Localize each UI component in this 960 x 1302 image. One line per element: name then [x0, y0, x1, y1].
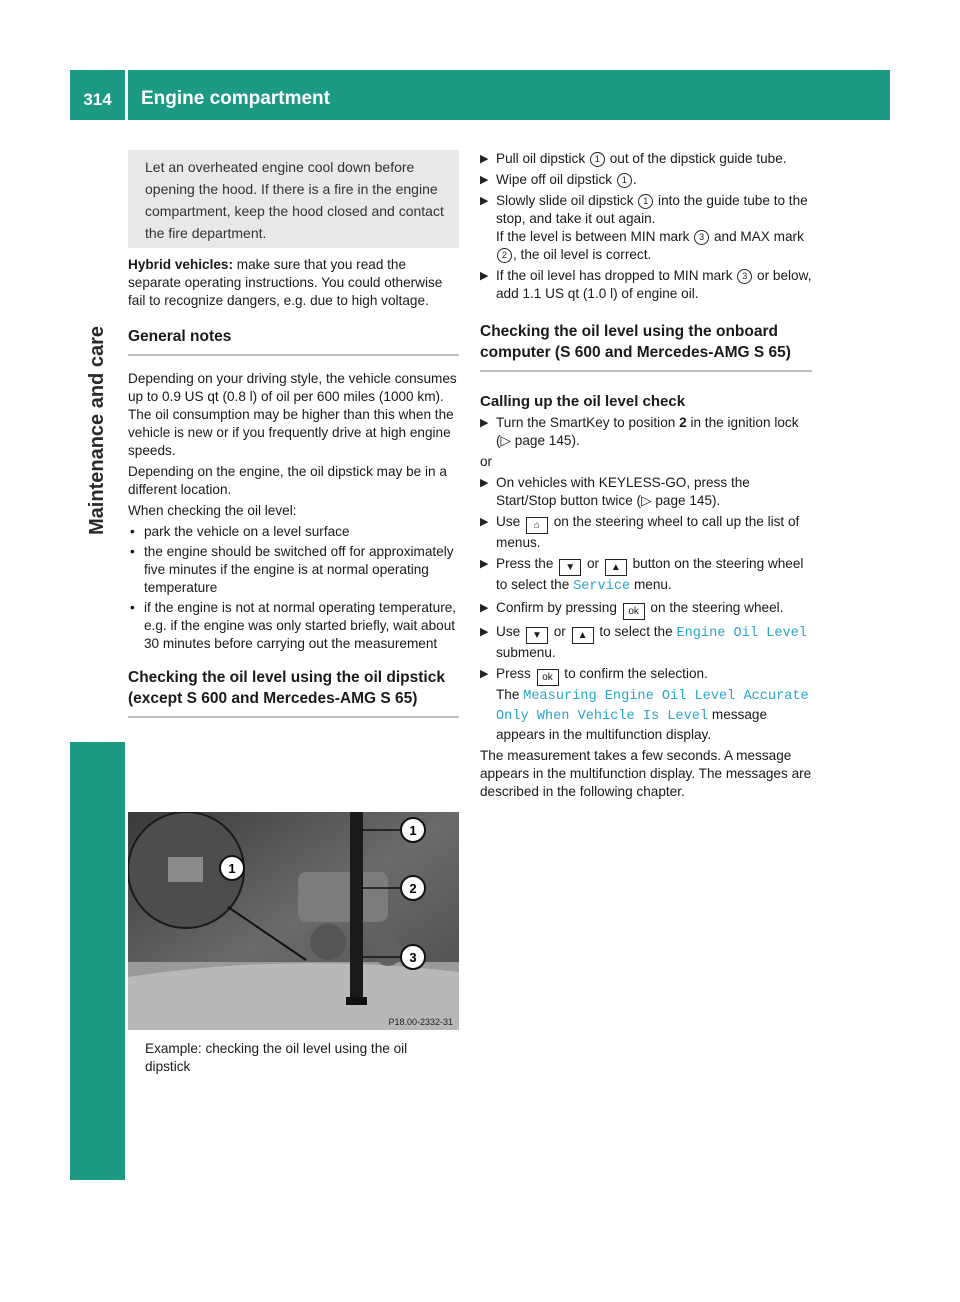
up-button-icon: ▲	[605, 559, 627, 576]
step: ▶ Confirm by pressing ok on the steering wheel.	[480, 599, 812, 620]
home-button-icon: ⌂	[526, 517, 548, 534]
step: ▶ Press the ▼ or ▲ button on the steering wheel to select the Service menu.	[480, 556, 804, 594]
callout-2	[401, 876, 425, 900]
up-button-icon: ▲	[572, 627, 594, 644]
photo-code: P18.00-2332-31	[388, 1017, 453, 1027]
step: ▶ Wipe off oil dipstick 1 .	[480, 172, 637, 187]
photo-caption: Example: checking the oil level using the oil dipstick	[145, 1041, 408, 1074]
step: ▶ On vehicles with KEYLESS-GO, press the Start/Stop button twice (▷ page 145).	[480, 475, 750, 508]
svg-text:1: 1	[409, 823, 417, 838]
step: ▶ If the oil level has dropped to MIN mark 3 or below, add 1.1 US qt (1.0 l) of engine oil.	[480, 268, 812, 301]
final-paragraph: The measurement takes a few seconds. A message appears in the multifunction display. The messages are described in the following chapter.	[480, 748, 812, 799]
page-title: Engine compartment	[128, 70, 890, 120]
step: ▶ Pull oil dipstick 1 out of the dipstick guide tube.	[480, 151, 787, 166]
step: ▶ Turn the SmartKey to position 2 in the ignition lock (▷ page 145).	[480, 415, 799, 448]
sidebar-color-block	[70, 742, 125, 1180]
svg-text:3: 3	[409, 950, 417, 965]
ok-button-icon: ok	[623, 603, 645, 620]
step: ▶ Use ⌂ on the steering wheel to call up the list of menus.	[480, 514, 800, 550]
svg-text:1: 1	[228, 861, 236, 876]
warning-box: Let an overheated engine cool down before opening the hood. If there is a fire in the engine compartment, keep the hood closed and contact the fire department.	[128, 150, 459, 248]
sidebar	[70, 130, 125, 1180]
general-paragraph-2: Depending on the engine, the oil dipstick may be in a different location.	[128, 464, 447, 497]
general-paragraph-3: When checking the oil level:	[128, 503, 297, 518]
right-column	[480, 150, 812, 804]
step: ▶ Press ok to confirm the selection. The Measuring Engine Oil Level Accurate Only When Vehicle Is Level message appears in the multifunction display.	[480, 666, 809, 742]
engine-photo	[128, 812, 459, 1030]
general-notes-heading: General notes	[128, 326, 459, 356]
down-button-icon: ▼	[559, 559, 581, 576]
ok-button-icon: ok	[537, 669, 559, 686]
list-item: • if the engine is not at normal operating temperature, e.g. if the engine was only started briefly, wait about 30 minutes before carrying out the measurement	[130, 600, 457, 651]
calling-heading: Calling up the oil level check	[480, 393, 686, 410]
or-text: or	[480, 454, 493, 469]
callout-1-left	[220, 856, 244, 880]
page-number: 314	[70, 70, 125, 120]
svg-text:2: 2	[409, 881, 417, 896]
sidebar-label: Maintenance and care	[86, 325, 108, 535]
list-item: • park the vehicle on a level surface	[130, 524, 350, 539]
callout-3	[401, 945, 425, 969]
step: ▶ Use ▼ or ▲ to select the Engine Oil Level submenu.	[480, 624, 807, 660]
down-button-icon: ▼	[526, 627, 548, 644]
step: ▶ Slowly slide oil dipstick 1 into the guide tube to the stop, and take it out again. If the level is between MIN mark 3 and MAX mark 2 , the oil level is correct.	[480, 193, 808, 262]
general-paragraph-1: Depending on your driving style, the vehicle consumes up to 0.9 US qt (0.8 l) of oil per 600 miles (1000 km). The oil consumption may be higher than this when the vehicle is new or if you frequently drive at high engine speeds.	[128, 371, 457, 458]
list-item: • the engine should be switched off for approximately five minutes if the engine is at normal operating temperature	[130, 544, 454, 595]
hybrid-note: Hybrid vehicles: make sure that you read the separate operating instructions. You could otherwise fail to recognize dangers, e.g. due to high voltage.	[128, 257, 443, 308]
callout-1	[401, 818, 425, 842]
dipstick-heading: Checking the oil level using the oil dipstick (except S 600 and Mercedes-AMG S 65)	[128, 667, 459, 718]
left-column	[128, 150, 459, 718]
onboard-computer-heading: Checking the oil level using the onboard computer (S 600 and Mercedes-AMG S 65)	[480, 321, 812, 372]
page-header	[70, 70, 890, 120]
